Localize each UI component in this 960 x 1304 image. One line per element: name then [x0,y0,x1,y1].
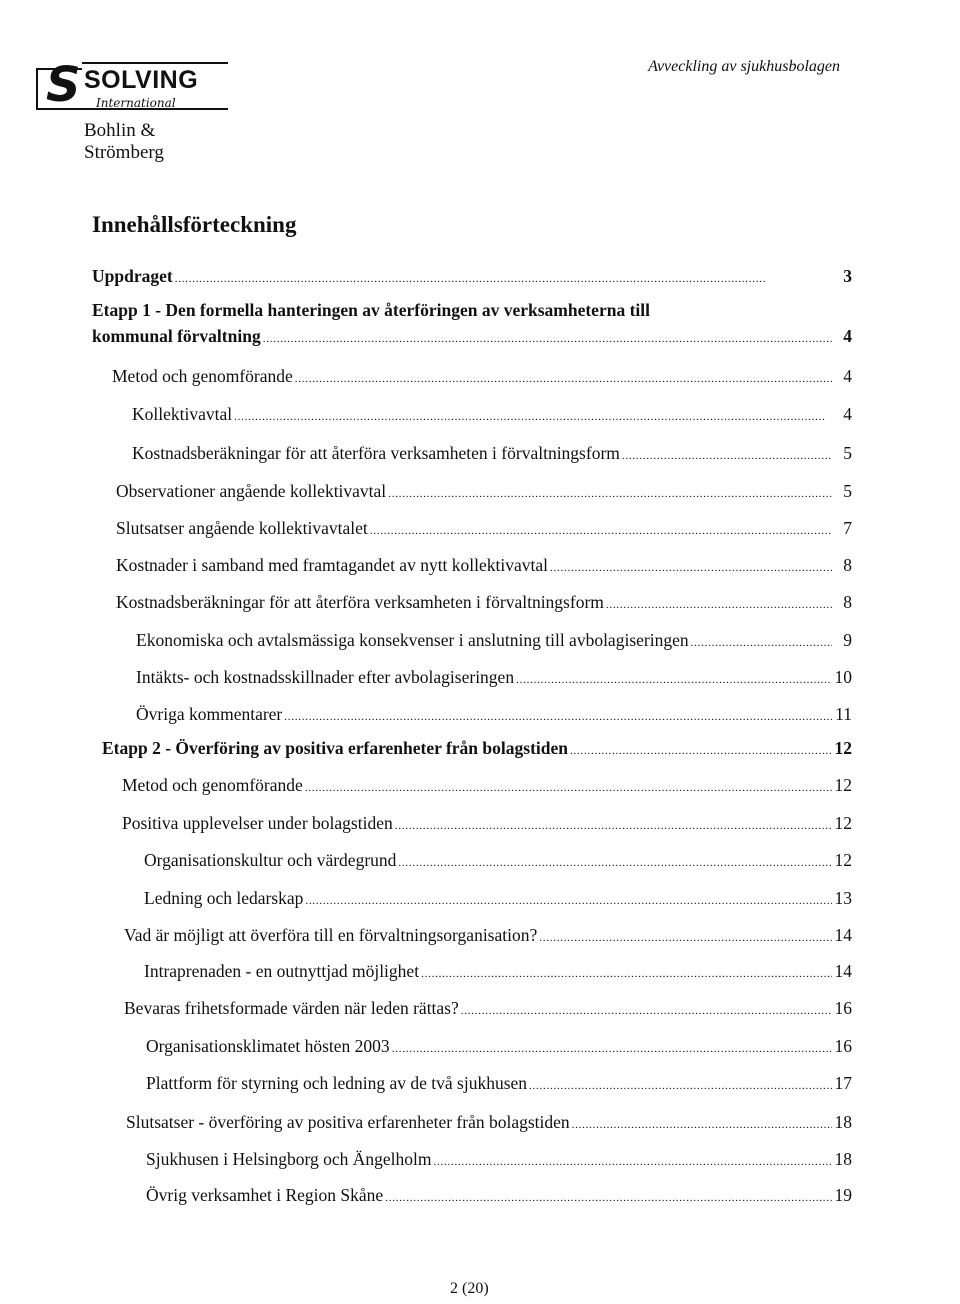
toc-leader [572,1112,832,1133]
toc-entry-page: 19 [834,1185,852,1205]
toc-entry-label: Slutsatser angående kollektivavtalet [116,518,368,538]
toc-entry[interactable] [122,775,852,796]
toc-leader [395,813,832,834]
toc-entry-page: 4 [843,366,852,386]
toc-entry[interactable] [116,481,852,502]
toc-entry-label: Plattform för styrning och ledning av de två sjukhusen [146,1073,528,1093]
toc-entry-page: 13 [834,888,852,908]
toc-entry-page: 12 [834,738,852,758]
toc-entry[interactable] [146,1036,852,1057]
toc-entry-page: 8 [843,592,852,612]
toc-leader [398,850,832,871]
toc-entry-page: 5 [843,481,852,501]
logo-subtitle: Bohlin & Strömberg [84,120,164,163]
toc-leader [234,404,832,425]
toc-entry[interactable] [102,738,852,759]
toc-entry-label: Metod och genomförande [112,366,293,386]
toc-entry-label: Organisationsklimatet hösten 2003 [146,1036,390,1056]
toc-leader [461,998,832,1019]
toc-entry-page: 18 [834,1112,852,1132]
toc-entry[interactable] [144,850,852,871]
toc-entry-label: Organisationskultur och värdegrund [144,850,397,870]
toc-leader [305,775,832,796]
toc-entry[interactable] [132,443,852,464]
toc-entry-label: Observationer angående kollektivavtal [116,481,387,501]
toc-entry-page: 12 [834,813,852,833]
toc-entry-page: 4 [843,404,852,424]
toc-entry-page: 3 [843,266,852,286]
toc-leader [385,1185,832,1206]
toc-entry-page: 14 [834,925,852,945]
toc-entry-page: 18 [834,1149,852,1169]
toc-entry-label: Positiva upplevelser under bolagstiden [122,813,393,833]
toc-entry[interactable] [92,266,852,287]
toc-leader [305,888,832,909]
running-head: Avveckling av sjukhusbolagen [648,58,840,75]
toc-entry[interactable] [144,961,852,982]
toc-entry[interactable] [116,518,852,539]
toc-entry-label: Övrig verksamhet i Region Skåne [146,1185,384,1205]
toc-entry[interactable] [146,1073,852,1094]
toc-entry-label: Uppdraget [92,266,173,286]
toc-entry-page: 17 [834,1073,852,1093]
toc-leader [691,630,832,651]
toc-entry-page: 8 [843,555,852,575]
toc-entry-label: Sjukhusen i Helsingborg och Ängelholm [146,1149,432,1169]
toc-entry-label-continued: kommunal förvaltning [92,326,261,346]
toc-entry-page: 9 [843,630,852,650]
toc-leader [550,555,832,576]
toc-leader [516,667,832,688]
toc-entry-label: Slutsatser - överföring av positiva erfarenheter från bolagstiden [126,1112,570,1132]
toc-entry[interactable] [112,366,852,387]
page-number: 2 (20) [450,1280,489,1297]
toc-entry-label: Intäkts- och kostnadsskillnader efter avbolagiseringen [136,667,515,687]
toc-entry[interactable] [124,925,852,946]
toc-entry[interactable] [116,555,852,576]
toc-entry-page: 16 [834,1036,852,1056]
toc-entry[interactable] [136,630,852,651]
toc-entry-page: 12 [834,775,852,795]
toc-entry-page: 5 [843,443,852,463]
toc-leader [388,481,832,502]
toc-leader [370,518,832,539]
toc-entry[interactable] [122,813,852,834]
toc-entry-page: 14 [834,961,852,981]
toc-leader [434,1149,833,1170]
toc-leader [263,326,832,347]
toc-entry-label: Ledning och ledarskap [144,888,304,908]
toc-entry[interactable] [124,998,852,1019]
toc-leader [392,1036,832,1057]
toc-entry-label: Vad är möjligt att överföra till en förvaltningsorganisation? [124,925,538,945]
toc-entry-label: Övriga kommentarer [136,704,283,724]
toc-entry-label: Kostnader i samband med framtagandet av nytt kollektivavtal [116,555,549,575]
toc-entry[interactable] [126,1112,852,1133]
toc-entry[interactable] [146,1149,852,1170]
toc-entry-label: Kollektivavtal [132,404,233,424]
toc-entry-page: 12 [834,850,852,870]
toc-entry-label: Intraprenaden - en outnyttjad möjlighet [144,961,420,981]
toc-entry[interactable] [92,326,852,347]
logo-name: SOLVING [84,66,199,94]
toc-entry-label: Kostnadsberäkningar för att återföra verksamheten i förvaltningsform [116,592,604,612]
toc-entry-label: Kostnadsberäkningar för att återföra verksamheten i förvaltningsform [132,443,620,463]
toc-leader [175,266,832,287]
toc-entry-page: 4 [843,326,852,346]
toc-entry[interactable] [132,404,852,425]
toc-title: Innehållsförteckning [92,212,297,237]
toc-leader [539,925,832,946]
toc-entry[interactable] [144,888,852,909]
toc-leader [284,704,832,725]
toc-leader [622,443,832,464]
toc-entry-label: Ekonomiska och avtalsmässiga konsekvenser i anslutning till avbolagiseringen [136,630,689,650]
toc-entry[interactable] [146,1185,852,1206]
toc-entry-label: Bevaras frihetsformade värden när leden rättas? [124,998,459,1018]
toc-leader [570,738,832,759]
toc-entry-label: Etapp 2 - Överföring av positiva erfarenheter från bolagstiden [102,738,568,758]
toc-entry-page: 7 [843,518,852,538]
toc-entry-page: 11 [835,704,852,724]
toc-entry[interactable] [116,592,852,613]
toc-entry-page: 16 [834,998,852,1018]
toc-leader [421,961,832,982]
toc-entry-label: Metod och genomförande [122,775,303,795]
toc-entry[interactable] [136,667,852,688]
toc-leader [606,592,832,613]
toc-entry[interactable] [136,704,852,725]
toc-leader [295,366,832,387]
logo-script: International [96,96,176,110]
logo-s-mark-icon: S [46,57,81,113]
toc-entry-page: 10 [834,667,852,687]
toc-entry-label[interactable]: Etapp 1 - Den formella hanteringen av återföringen av verksamheterna till [92,300,650,320]
toc-leader [529,1073,832,1094]
